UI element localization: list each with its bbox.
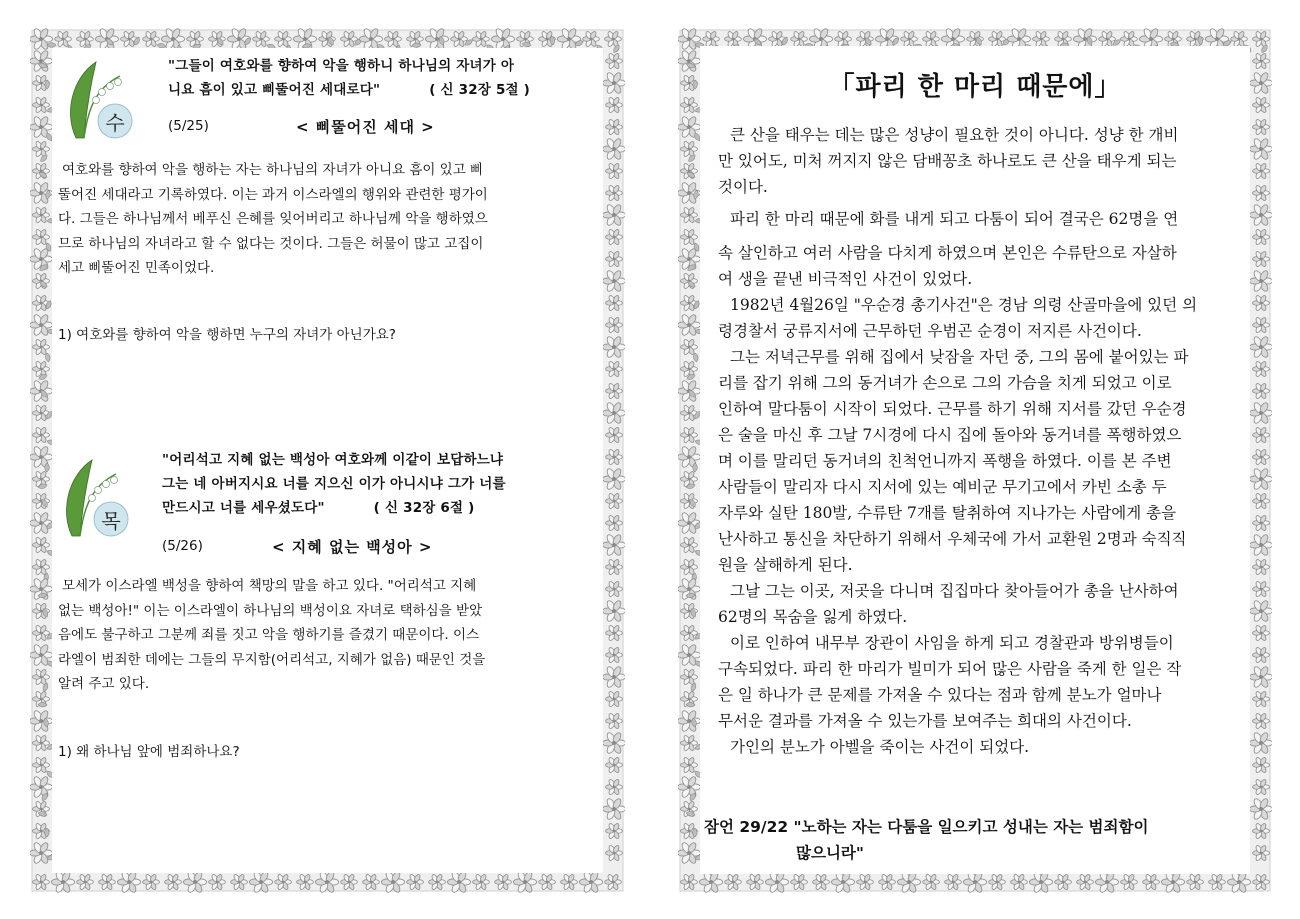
para-line: 무서운 결과를 가져올 수 있는가를 보여주는 희대의 사건이다. (718, 712, 1132, 730)
para-line: 큰 산을 태우는 데는 많은 성냥이 필요한 것이 아니다. 성냥 한 개비 (730, 126, 1179, 144)
para-line: 원을 살해하게 된다. (718, 556, 853, 574)
verse-2-line-3: 만드시고 너를 세우셨도다" ( 신 32장 6절 ) (162, 500, 475, 516)
verse-2 (162, 448, 506, 520)
date-2: (5/26) (162, 538, 203, 554)
day-label-mok: 목 (101, 508, 121, 533)
left-page (30, 28, 625, 893)
para-line: 만 있어도, 미처 꺼지지 않은 담배꽁초 하나로도 큰 산을 태우게 되는 (718, 152, 1177, 170)
question-1: 1) 여호와를 향하여 악을 행하면 누구의 자녀가 아닌가요? (58, 327, 396, 343)
body-2-line: 없는 백성아!" 이는 이스라엘이 하나님의 백성이요 자녀로 택하심을 받았 (58, 602, 483, 619)
verse-1-line-2: 니요 흠이 있고 삐뚤어진 세대로다" ( 신 32장 5절 ) (168, 82, 531, 98)
left-page-content (52, 48, 603, 873)
subtitle-2: < 지혜 없는 백성아 > (272, 538, 433, 556)
verse-2-line-1: "어리석고 지혜 없는 백성아 여호와께 이같이 보답하느냐 (162, 452, 504, 468)
body-1-line: 세고 삐뚤어진 민족이었다. (58, 260, 215, 276)
body-1-line: 여호와를 향하여 악을 행하는 자는 하나님의 자녀가 아니요 흠이 있고 삐 (62, 162, 484, 178)
para-line: 은 술을 마신 후 그날 7시경에 다시 집에 돌아와 동거녀를 폭행하였으 (718, 426, 1182, 444)
para-line: 은 일 하나가 큰 문제를 가져올 수 있다는 점과 함께 분노가 얼마나 (718, 686, 1162, 704)
para-line: 62명의 목숨을 잃게 하였다. (718, 608, 908, 626)
right-page-content (700, 46, 1250, 874)
date-1: (5/25) (168, 118, 209, 134)
body-1-line: 다. 그들은 하나님께서 베푸신 은혜를 잊어버리고 하나님께 악을 행하였으 (58, 211, 488, 227)
para-line: 속 살인하고 여러 사람을 다치게 하였으며 본인은 수류탄으로 자살하 (718, 244, 1177, 262)
body-2-line: 모세가 이스라엘 백성을 향하여 책망의 말을 하고 있다. "어리석고 지혜 (62, 578, 477, 594)
right-page (678, 28, 1272, 893)
body-2-line: 음에도 불구하고 그분께 죄를 짓고 악을 행하기를 즐겼기 때문이다. 이스 (58, 627, 480, 643)
day-label-su: 수 (105, 110, 125, 135)
para-line: 여 생을 끝낸 비극적인 사건이 있었다. (718, 270, 973, 288)
body-2-line: 알려 주고 있다. (58, 676, 150, 692)
proverb-quote (704, 814, 1148, 866)
para-line: 이로 인하여 내무부 장관이 사임을 하게 되고 경찰관과 방위병들이 (730, 634, 1174, 652)
question-2: 1) 왜 하나님 앞에 범죄하나요? (58, 744, 240, 760)
paragraph-1 (718, 122, 1230, 200)
para-line: 인하여 말다툼이 시작이 되었다. 근무를 하기 위해 지서를 갔던 우순경 (718, 400, 1187, 418)
paragraph-2 (718, 206, 1230, 760)
para-line: 리를 잡기 위해 그의 동거녀가 손으로 그의 가슴을 치게 되었고 이로 (718, 374, 1172, 392)
para-line: 자루와 실탄 180발, 수류탄 7개를 탈취하여 지나가는 사람에게 총을 (718, 504, 1177, 522)
para-line: 구속되었다. 파리 한 마리가 빌미가 되어 많은 사람을 죽게 한 일은 작 (718, 660, 1182, 678)
body-1-line: 므로 하나님의 자녀라고 할 수 없다는 것이다. 그들은 허물이 많고 고집이 (58, 235, 484, 252)
para-line: 그는 저녁근무를 위해 집에서 낮잠을 자던 중, 그의 몸에 붙어있는 파 (730, 348, 1189, 366)
para-line: 파리 한 마리 때문에 화를 내게 되고 다툼이 되어 결국은 62명을 연 (730, 210, 1179, 228)
proverb-line-1: 잠언 29/22 "노하는 자는 다툼을 일으키고 성내는 자는 범죄함이 (704, 818, 1149, 836)
lily-of-the-valley-icon (58, 456, 132, 540)
verse-2-line-2: 그는 네 아버지시요 너를 지으신 이가 아니시냐 그가 너를 (162, 476, 506, 492)
body-text-1 (58, 158, 590, 281)
article-title: 「파리 한 마리 때문에」 (828, 72, 1122, 102)
para-line: 며 이를 말리던 동거녀의 친척언니까지 폭행을 하였다. 이를 본 주변 (718, 452, 1172, 470)
verse-1 (168, 54, 530, 102)
body-1-line: 뚤어진 세대라고 기록하였다. 이는 과거 이스라엘의 행위와 관련한 평가이 (58, 186, 488, 203)
body-text-2 (58, 574, 590, 697)
para-line: 가인의 분노가 아벨을 죽이는 사건이 되었다. (730, 738, 1030, 756)
proverb-line-2: 많으니라" (796, 844, 864, 862)
lily-of-the-valley-icon (62, 58, 136, 142)
para-line: 1982년 4월26일 "우순경 총기사건"은 경남 의령 산골마을에 있던 의 (730, 296, 1198, 314)
para-line: 난사하고 통신을 차단하기 위해서 우체국에 가서 교환원 2명과 숙직직 (718, 530, 1187, 548)
subtitle-1: < 삐뚤어진 세대 > (296, 118, 435, 136)
para-line: 것이다. (718, 178, 768, 196)
para-line: 령경찰서 궁류지서에 근무하던 우범곤 순경이 저지른 사건이다. (718, 322, 1142, 340)
para-line: 사람들이 말리자 다시 지서에 있는 예비군 무기고에서 카빈 소총 두 (718, 478, 1167, 496)
body-2-line: 라엘이 범죄한 데에는 그들의 무지함(어리석고, 지혜가 없음) 때문인 것을 (58, 651, 486, 668)
para-line: 그날 그는 이곳, 저곳을 다니며 집집마다 찾아들어가 총을 난사하여 (730, 582, 1179, 600)
verse-1-line-1: "그들이 여호와를 향하여 악을 행하니 하나님의 자녀가 아 (168, 58, 515, 74)
